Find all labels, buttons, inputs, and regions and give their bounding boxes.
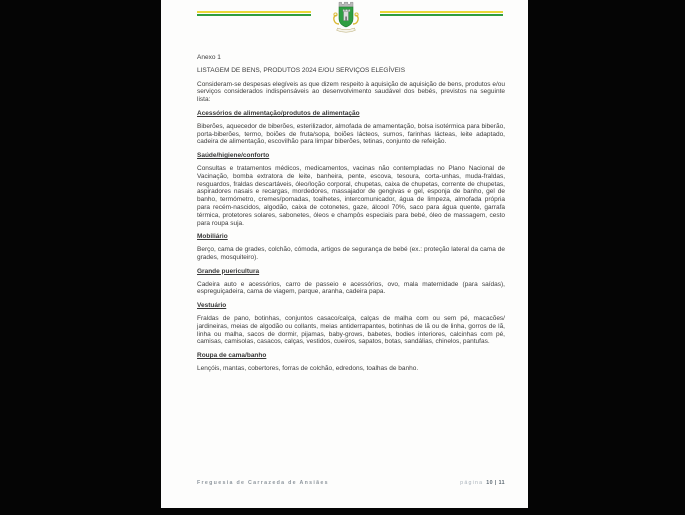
- header-rule-right: [380, 11, 503, 17]
- section-heading-roupa-cama-banho: Roupa de cama/banho: [197, 352, 267, 360]
- document-body: [161, 34, 528, 373]
- section-paragraph-mobiliario: Berço, cama de grades, colchão, cómoda, artigos de segurança de bebé (ex.: proteção lateral da cama de grades, mosquiteiro).: [197, 246, 505, 261]
- section-paragraph-saude-higiene-conforto: Consultas e tratamentos médicos, medicamentos, vacinas não contempladas no Plano Nacional de Vacinação, bomba extratora de leite, banheira, pente, escova, tesoura, corta-unhas, muda-fraldas, resguardos, fraldas descartáveis, óleo/loção corporal, chupetas, caixa de chupetas, corrente de chupetas, aspiradores nasais e recargas, mordedores, massajador de gengivas e gel, esponja de banho, gel de banho, termómetro, cremes/pomadas, toalhetes, intercomunicador, água de limpeza, almofada própria para recém-nascidos, algodão, caixa de cotonetes, gaze, álcool 70%, saco para água quente, garrafa térmica, protetores solares, sabonetes, óleos e champôs especiais para bebé, óleo de massagem, cesto para roupa suja.: [197, 164, 505, 227]
- header-rule-left: [197, 11, 311, 17]
- footer-freguesia-name: Freguesia de Carrazeda de Ansiães: [197, 480, 329, 486]
- document-header: [161, 0, 528, 34]
- coat-of-arms-icon: [327, 1, 365, 34]
- green-rule-bar: [197, 14, 311, 16]
- yellow-rule-bar: [380, 11, 503, 13]
- intro-paragraph: Consideram-se despesas elegíveis as que dizem respeito à aquisição de aquisição de bens, produtos e/ou serviços considerados indispensáveis ao desenvolvimento saudável dos bebés, previstos na seguinte lista:: [197, 80, 505, 104]
- section-heading-grande-puericultura: Grande puericultura: [197, 267, 260, 275]
- section-paragraph-grande-puericultura: Cadeira auto e acessórios, carro de passeio e acessórios, ovo, mala maternidade (para saídas), espreguiçadeira, cama de viagem, parque, aranha, cadeira papa.: [197, 280, 505, 296]
- section-paragraph-vestuario: Fraldas de pano, botinhas, conjuntos casaco/calça, calças de malha com ou sem pé, macacões/ jardineiras, meias de algodão ou collants, meias antiderrapantes, botinhas de lã ou de linha, gorros de lã, linha ou malha, sacos de dormir, pijamas, baby-grows, babetes, bodies interiores, calcinhas com pé, camisas, camisolas, casacos, calças, vestidos, cueiros, sapatos, botas, sandálias, chinelos, pantufas.: [197, 314, 505, 346]
- page-sheet: [161, 0, 528, 508]
- green-rule-bar: [380, 14, 503, 16]
- section-heading-acessorios-alimentacao: Acessórios de alimentação/produtos de alimentação: [197, 109, 360, 117]
- yellow-rule-bar: [197, 11, 311, 13]
- footer-page-label: página: [460, 480, 484, 486]
- document-title: LISTAGEM DE BENS, PRODUTOS 2024 E/OU SERVIÇOS ELEGÍVEIS: [197, 66, 406, 74]
- section-paragraph-acessorios-alimentacao: Biberões, aquecedor de biberões, esterilizador, almofada de amamentação, bolsa isotérmica para biberão, porta-biberões, termo, boiões de fruta/sopa, boiões lácteos, sumos, farinhas lácteas, leite adaptado, cadeira de alimentação, escovilhão para limpar biberões, tetinas, conjunto de refeição.: [197, 122, 505, 146]
- footer-page-indicator: [460, 480, 505, 486]
- section-paragraph-roupa-cama-banho: Lençóis, mantas, cobertores, forras de colchão, edredons, toalhas de banho.: [197, 364, 419, 372]
- section-heading-vestuario: Vestuário: [197, 302, 227, 310]
- page-footer: [197, 480, 505, 486]
- section-heading-saude-higiene-conforto: Saúde/higiene/conforto: [197, 152, 270, 160]
- anexo-label: Anexo 1: [197, 54, 221, 61]
- section-heading-mobiliario: Mobiliário: [197, 233, 228, 241]
- footer-page-number: 10 | 11: [486, 480, 505, 486]
